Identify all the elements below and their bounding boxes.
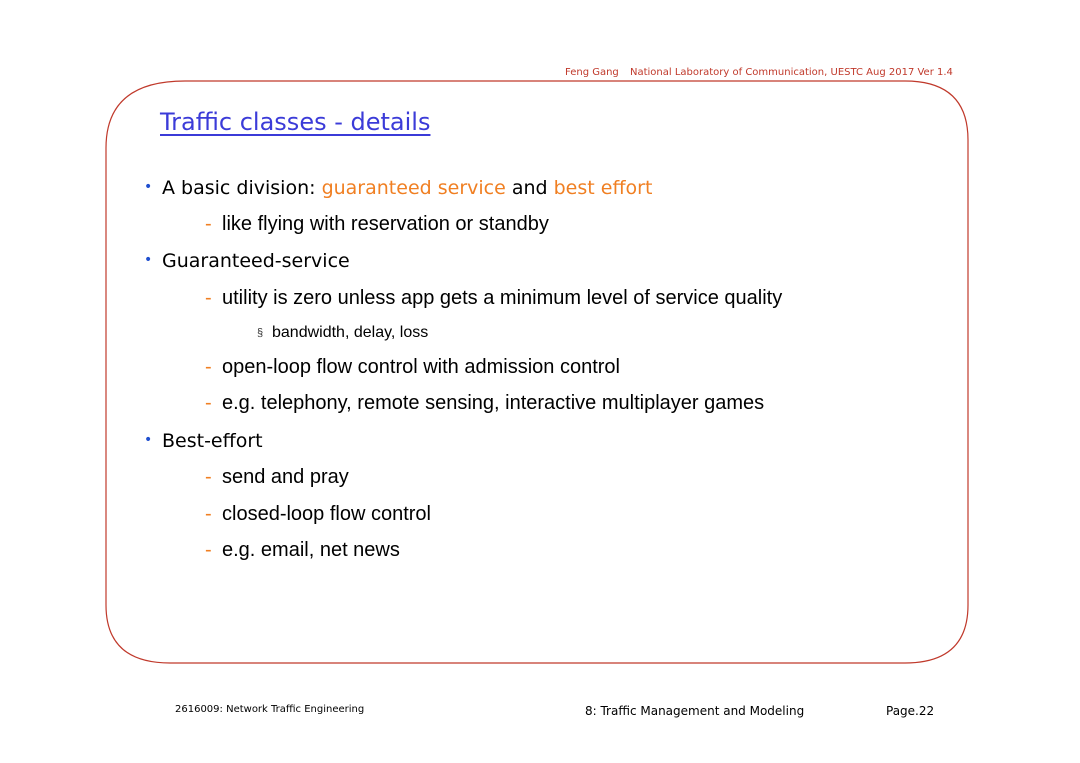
sub-item — [205, 213, 549, 236]
highlight-best-effort: best effort — [553, 177, 653, 199]
bullet-item — [144, 430, 263, 452]
dash-marker: - — [205, 503, 212, 525]
highlight-guaranteed: guaranteed service — [321, 177, 506, 199]
sub-item — [205, 287, 783, 310]
dash-marker: - — [205, 287, 212, 309]
bullet-dot: • — [144, 432, 153, 448]
bullet-text — [162, 177, 652, 199]
bullet-text: Guaranteed-service — [162, 250, 350, 272]
footer-chapter: 8: Traffic Management and Modeling — [585, 704, 805, 718]
dash-marker: - — [205, 392, 212, 414]
subsub-item-text: bandwidth, delay, loss — [272, 324, 429, 341]
slide-title: Traffic classes - details — [160, 108, 431, 136]
subsub-item — [257, 324, 429, 342]
dash-marker: - — [205, 356, 212, 378]
sub-item-text: closed-loop flow control — [222, 503, 431, 525]
bullet-item — [144, 177, 653, 199]
bullet-prefix: A basic division: — [162, 177, 322, 199]
dash-marker: - — [205, 539, 212, 561]
dash-marker: - — [205, 213, 212, 235]
sub-item — [205, 466, 349, 489]
bullet-dot: • — [144, 179, 153, 195]
sub-item-text: open-loop flow control with admission control — [222, 356, 620, 378]
bullet-middle: and — [505, 177, 554, 199]
dash-marker: - — [205, 466, 212, 488]
footer-page-number: Page.22 — [886, 704, 935, 718]
footer-course: 2616009: Network Traffic Engineering — [175, 704, 365, 715]
sub-item-text: send and pray — [222, 466, 349, 488]
sub-item-text: like flying with reservation or standby — [222, 213, 549, 235]
section-marker: § — [257, 327, 264, 339]
header-author: Feng Gang — [565, 67, 619, 78]
sub-item-text: e.g. email, net news — [222, 539, 400, 561]
bullet-item — [144, 250, 350, 272]
sub-item-text: e.g. telephony, remote sensing, interactive multiplayer games — [222, 392, 765, 414]
sub-item — [205, 356, 620, 379]
sub-item — [205, 503, 431, 526]
bullet-text: Best-effort — [162, 430, 263, 452]
bullet-dot: • — [144, 252, 153, 268]
sub-item — [205, 539, 400, 562]
sub-item-text: utility is zero unless app gets a minimum level of service quality — [222, 287, 783, 309]
sub-item — [205, 392, 765, 415]
header-lab: National Laboratory of Communication, UESTC Aug 2017 Ver 1.4 — [630, 67, 953, 78]
